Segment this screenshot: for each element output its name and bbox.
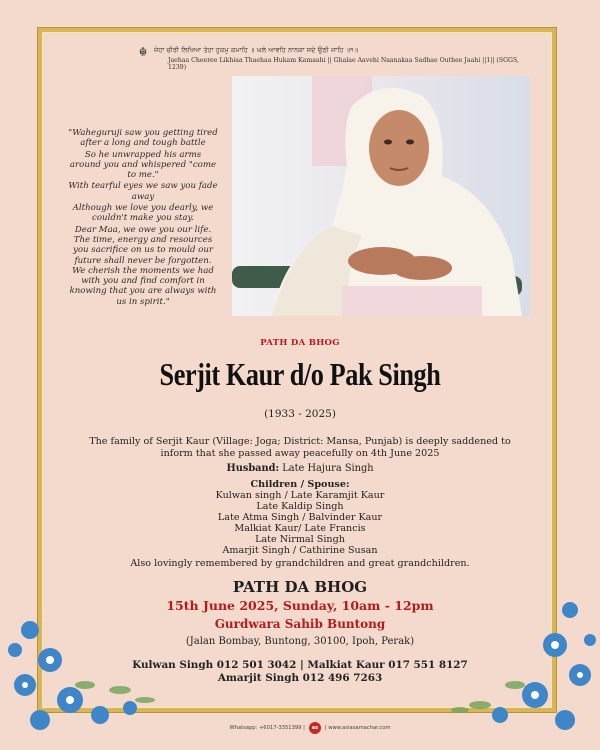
poem-line: Although we love you dearly, we couldn't make you stay. bbox=[72, 203, 214, 224]
poem bbox=[68, 128, 218, 308]
footer bbox=[200, 722, 420, 734]
list-item: Late Nirmal Singh bbox=[255, 534, 345, 545]
list-item: Amarjit Singh / Cathirine Susan bbox=[222, 545, 378, 556]
flowers-left-decoration bbox=[0, 590, 170, 750]
husband-label: Husband: bbox=[226, 463, 280, 474]
gurmukhi-verse: ਜੇਹਾ ਚੀਰੀ ਲਿਖਿਆ ਤੇਹਾ ਹੁਕਮੁ ਕਮਾਹਿ ॥ ਘਲੇ ਆਵਹਿ ਨਾਨਕਾ ਸਦੇ ਉਠੀ ਜਾਹਿ ॥੧॥ bbox=[154, 46, 359, 54]
list-item: Late Kaldip Singh bbox=[256, 501, 344, 512]
scripture-header bbox=[138, 45, 530, 71]
poem-line: "Waheguruji saw you getting tired after a long and tough battle bbox=[68, 128, 218, 149]
flowers-right-decoration bbox=[440, 590, 600, 750]
footer-whatsapp: Whatsapp: +6017-3351399 | bbox=[229, 725, 305, 731]
footer-website: | www.asiasamachar.com bbox=[324, 725, 391, 731]
intro-text: The family of Serjit Kaur (Village: Joga; District: Mansa, Punjab) is deeply saddened to inform that she passed away peacefully on 4th June 2025 bbox=[89, 436, 511, 459]
children-label: Children / Spouse: bbox=[250, 479, 350, 490]
contact-line: Kulwan Singh 012 501 3042 | Malkiat Kaur 017 551 8127 bbox=[132, 659, 468, 671]
poem-line: Dear Maa, we owe you our life. The time, energy and resources you sacrifice on us to mould our future shall never be forgotten. We cherish the moments we had with you and find comfort in knowing that you are always with us in spirit." bbox=[69, 224, 217, 307]
event-title: PATH DA BHOG bbox=[232, 578, 368, 596]
remembered-line: Also lovingly remembered by grandchildren and great grandchildren. bbox=[130, 558, 470, 569]
poem-line: So he unwrapped his arms around you and whispered "come to me." bbox=[69, 149, 217, 181]
list-item: Late Atma Singh / Balvinder Kaur bbox=[217, 512, 383, 523]
deceased-name: Serjit Kaur d/o Pak Singh bbox=[159, 356, 441, 392]
list-item: Malkiat Kaur/ Late Francis bbox=[234, 523, 366, 534]
children-list bbox=[40, 479, 560, 556]
event-venue: Gurdwara Sahib Buntong bbox=[214, 617, 386, 631]
husband-name: Late Hajura Singh bbox=[282, 463, 374, 474]
verse-transliteration: Jaehaa Cheeree Likhiaa Thaehaa Hukam Kamaahi || Ghalae Aavehi Naanakaa Sadhae Outhee Jaahi ||1|| (SGGS, 1239) bbox=[168, 57, 519, 71]
poem-line: With tearful eyes we saw you fade away bbox=[68, 181, 218, 202]
contact-line: Amarjit Singh 012 496 7263 bbox=[217, 671, 383, 684]
life-years: (1933 - 2025) bbox=[264, 408, 336, 420]
event-address: (Jalan Bombay, Buntong, 30100, Ipoh, Perak) bbox=[185, 636, 415, 647]
notice-subtitle: PATH DA BHOG bbox=[260, 338, 340, 348]
portrait-illustration bbox=[232, 76, 530, 316]
event-date: 15th June 2025, Sunday, 10am - 12pm bbox=[166, 598, 434, 613]
husband-line bbox=[40, 463, 560, 474]
portrait-photo bbox=[232, 76, 530, 316]
khanda-icon: ☬ bbox=[138, 45, 148, 59]
publisher-logo: as bbox=[309, 722, 321, 734]
list-item: Kulwan singh / Late Karamjit Kaur bbox=[215, 490, 385, 501]
